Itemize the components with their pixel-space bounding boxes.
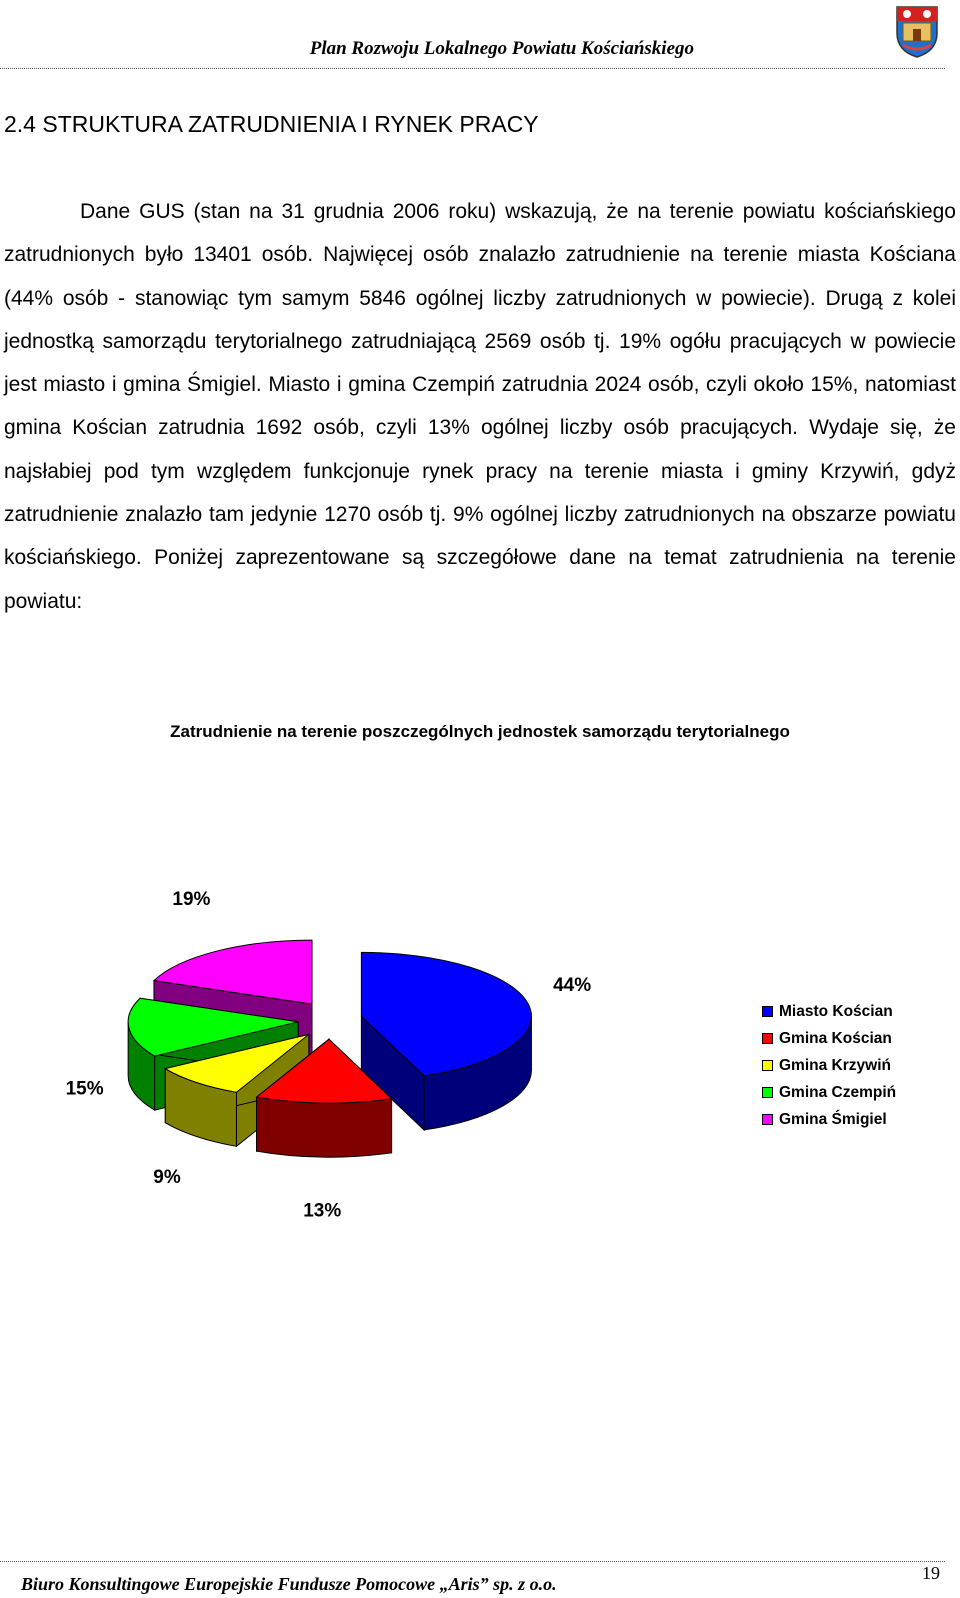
legend-swatch <box>762 1006 773 1017</box>
legend-label: Gmina Kościan <box>779 1029 892 1047</box>
legend-swatch <box>762 1114 773 1125</box>
legend-label: Gmina Śmigiel <box>779 1110 887 1128</box>
legend-label: Gmina Czempiń <box>779 1083 897 1101</box>
legend-item-4 <box>762 1106 896 1133</box>
employment-pie-chart <box>0 888 740 1222</box>
section-heading: 2.4 STRUKTURA ZATRUDNIENIA I RYNEK PRACY <box>4 111 539 137</box>
pie-label-3: 15% <box>65 1078 104 1100</box>
body-paragraph <box>4 190 956 623</box>
legend-swatch <box>762 1060 773 1071</box>
legend-item-1 <box>762 1025 896 1052</box>
county-coat-of-arms-icon <box>893 3 941 59</box>
pie-label-4: 19% <box>172 888 211 910</box>
pie-label-2: 9% <box>153 1166 181 1188</box>
pie-label-1: 13% <box>303 1200 342 1222</box>
pie-label-0: 44% <box>553 974 592 996</box>
page-number: 19 <box>922 1563 940 1583</box>
chart-legend <box>762 998 896 1133</box>
header-divider <box>0 68 945 69</box>
footer-divider <box>0 1561 945 1562</box>
legend-swatch <box>762 1087 773 1098</box>
footer-company-name: Biuro Konsultingowe Europejskie Fundusze Pomocowe „Aris” sp. z o.o. <box>21 1574 557 1594</box>
document-header-title: Plan Rozwoju Lokalnego Powiatu Kościańskiego <box>309 38 694 59</box>
chart-title: Zatrudnienie na terenie poszczególnych jednostek samorządu terytorialnego <box>170 722 790 741</box>
legend-item-2 <box>762 1052 896 1079</box>
legend-item-3 <box>762 1079 896 1106</box>
body-paragraph-text: Dane GUS (stan na 31 grudnia 2006 roku) wskazują, że na terenie powiatu kościańskiego zatrudnionych było 13401 osób. Najwięcej osób znalazło zatrudnienie na terenie miasta Kościana (44% osób - stanowiąc tym samym 5846 ogólnej liczby zatrudnionych w powiecie). Drugą z kolei jednostką samorządu terytorialnego zatrudniającą 2569 osób tj. 19% ogółu pracujących w powiecie jest miasto i gmina Śmigiel. Miasto i gmina Czempiń zatrudnia 2024 osób, czyli około 15%, natomiast gmina Kościan zatrudnia 1692 osób, czyli 13% ogólnej liczby osób pracujących. Wydaje się, że najsłabiej pod tym względem funkcjonuje rynek pracy na terenie miasta i gminy Krzywiń, gdyż zatrudnienie znalazło tam jedynie 1270 osób tj. 9% ogólnej liczby zatrudnionych na obszarze powiatu kościańskiego. Poniżej zaprezentowane są szczegółowe dane na temat zatrudnienia na terenie powiatu: <box>4 200 956 613</box>
legend-item-0 <box>762 998 896 1025</box>
legend-swatch <box>762 1033 773 1044</box>
legend-label: Gmina Krzywiń <box>779 1056 891 1074</box>
legend-label: Miasto Kościan <box>779 1002 893 1020</box>
